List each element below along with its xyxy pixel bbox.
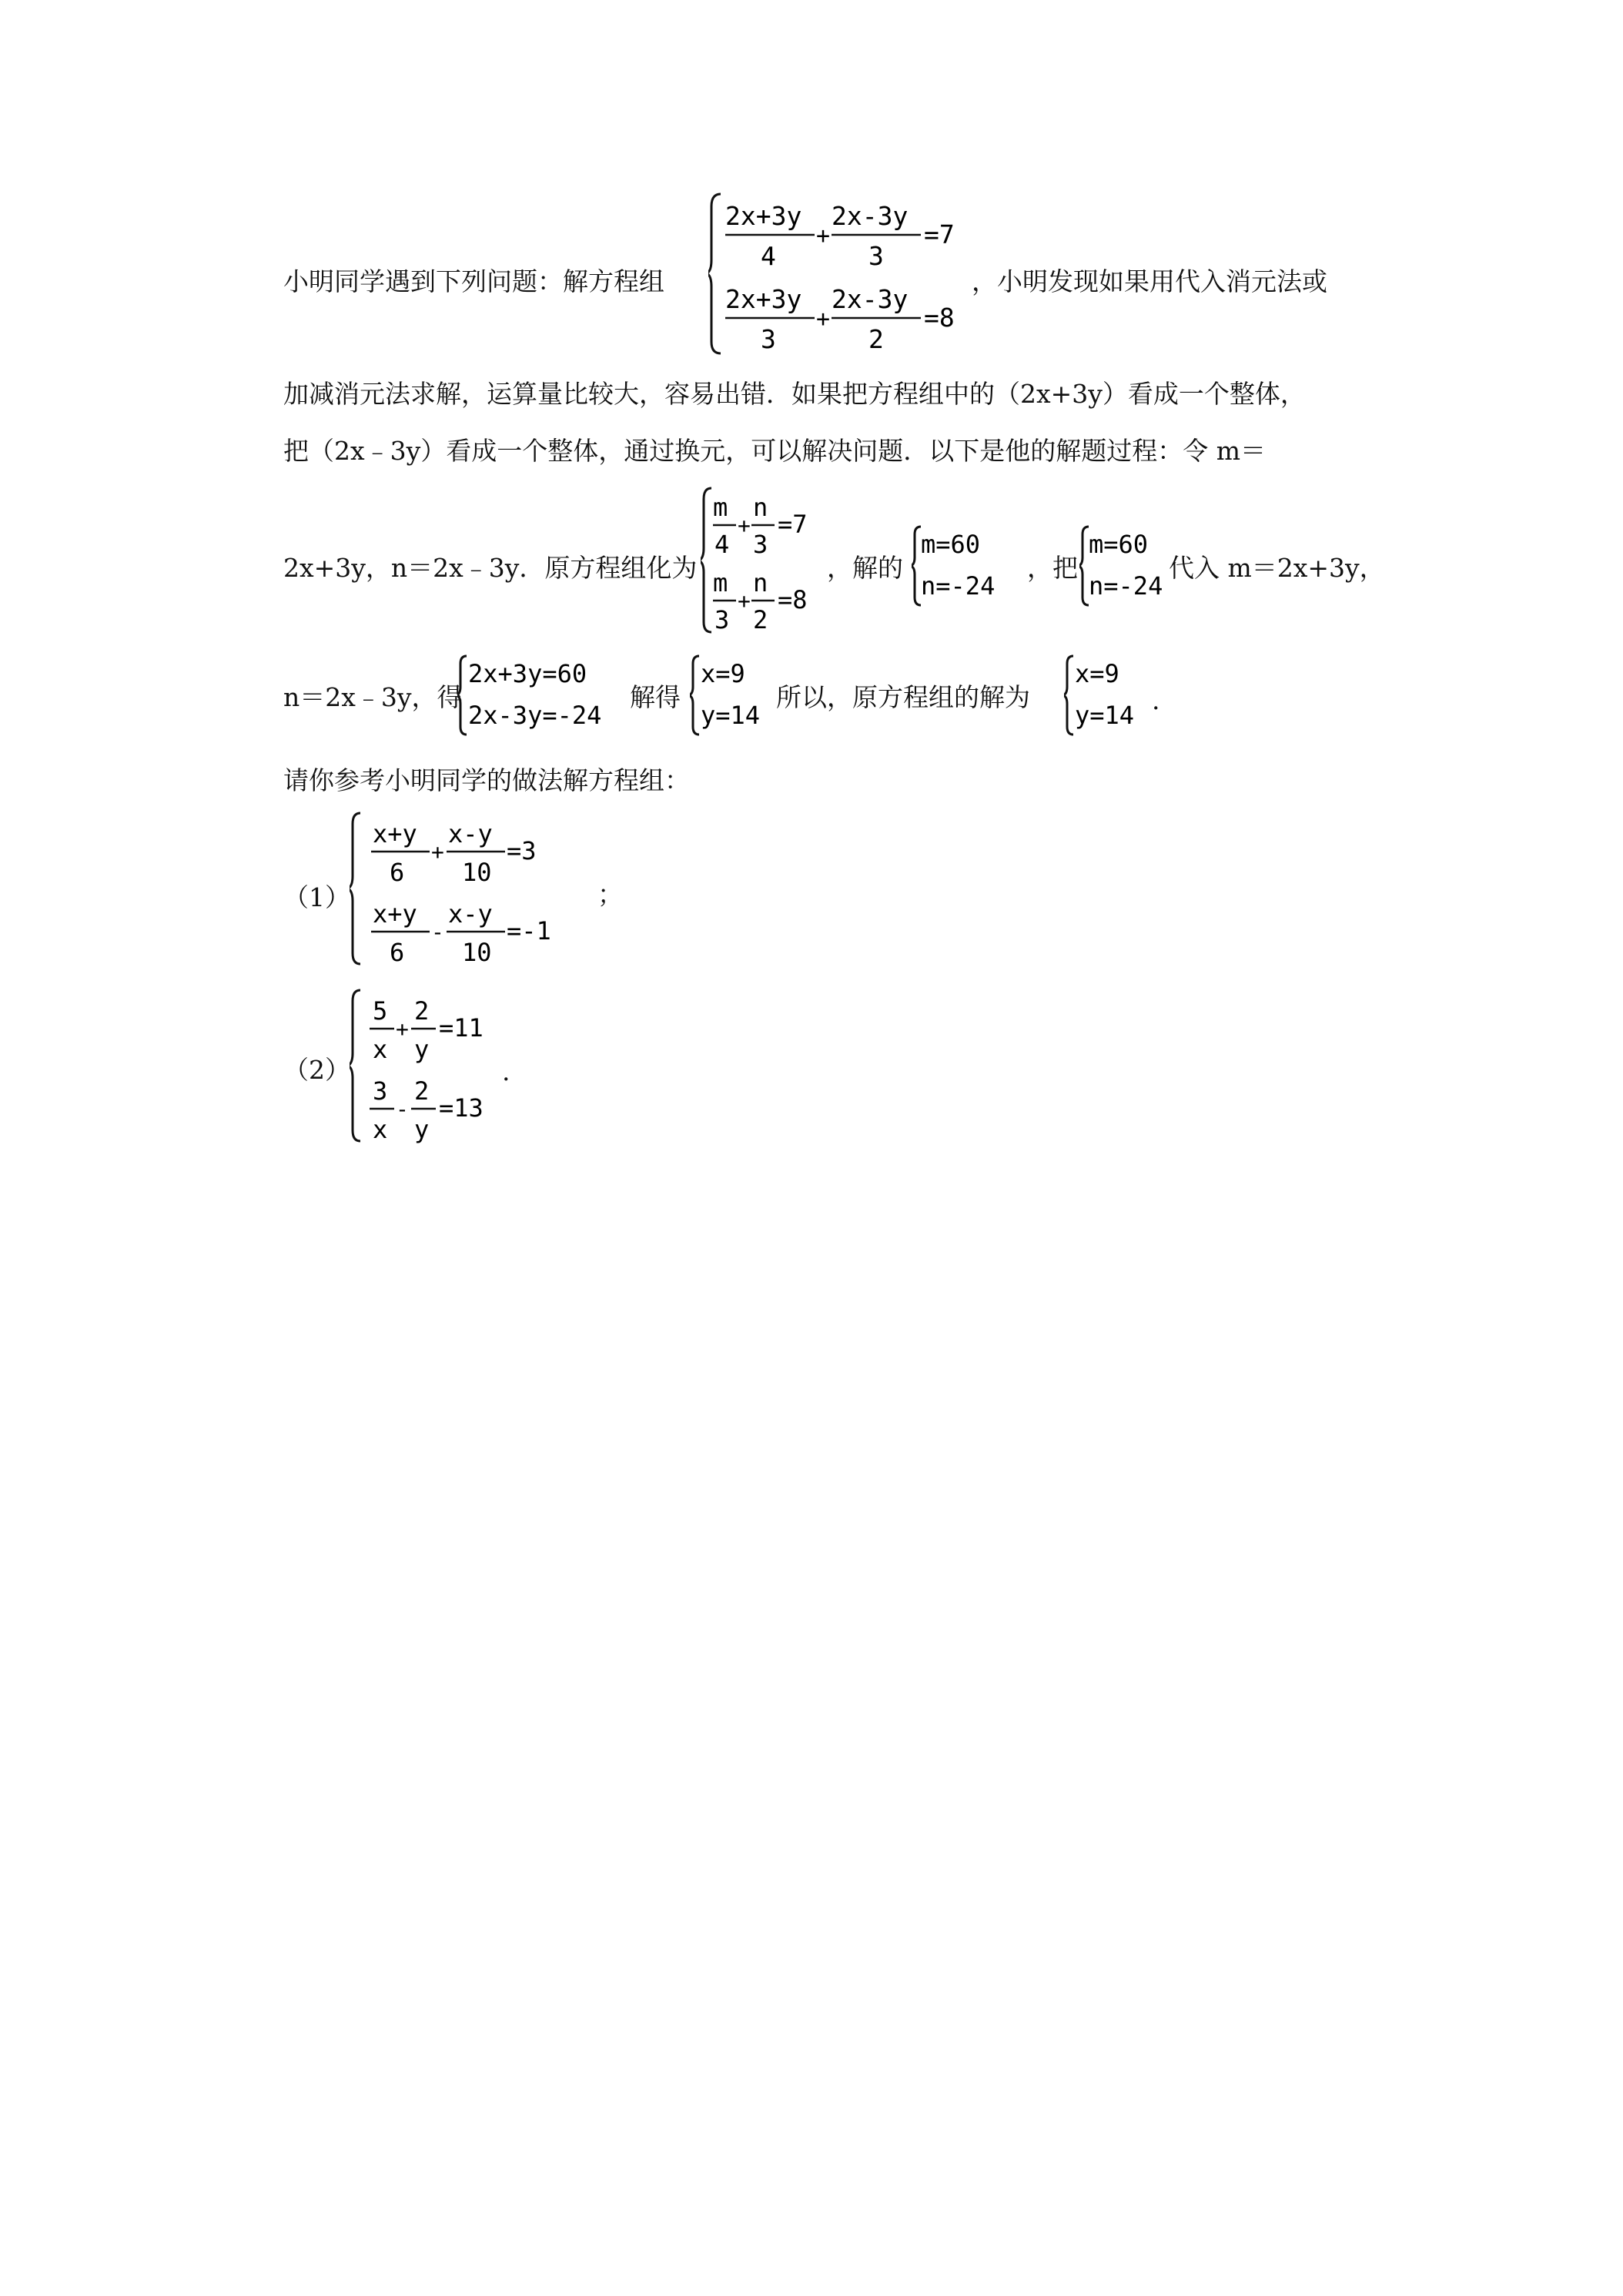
system-original: [708, 191, 986, 356]
svg-text:-: -: [431, 919, 444, 945]
system-mn: [701, 485, 832, 635]
svg-text:+: +: [816, 306, 831, 333]
svg-text:m: m: [713, 493, 728, 522]
eq1-rhs: =7: [924, 219, 955, 249]
line5-text-3: 所以，原方程组的解为: [776, 682, 1030, 712]
solution-xy-1: [690, 653, 782, 738]
svg-text:=13: =13: [439, 1093, 484, 1123]
line4-text-4: 代入 m＝2x+3y，: [1169, 553, 1385, 583]
svg-text:n=-24: n=-24: [921, 571, 996, 601]
svg-text:3: 3: [373, 1076, 388, 1106]
eq1-left-denominator: 4: [761, 241, 776, 271]
line4-text-3: ，把: [1027, 553, 1078, 583]
svg-text:+: +: [396, 1016, 409, 1042]
svg-text:2x+3y=60: 2x+3y=60: [468, 659, 587, 688]
intro-prefix: 小明同学遇到下列问题：解方程组: [283, 266, 664, 296]
svg-text:x-y: x-y: [448, 899, 493, 929]
svg-text:=7: =7: [778, 510, 808, 539]
line5-text-1: n＝2x﹣3y，得: [283, 682, 463, 712]
svg-text:y=14: y=14: [1075, 701, 1135, 730]
svg-text:x+y: x+y: [373, 899, 417, 929]
svg-text:10: 10: [462, 858, 492, 887]
svg-text:6: 6: [390, 858, 405, 887]
paragraph-line-2: 加减消元法求解，运算量比较大，容易出错．如果把方程组中的（2x+3y）看成一个整体，: [283, 379, 1306, 409]
svg-text:2: 2: [414, 1076, 430, 1106]
eq2-rhs: =8: [924, 303, 955, 333]
svg-text:n=-24: n=-24: [1089, 571, 1163, 601]
eq1-left-numerator: 2x+3y: [725, 201, 802, 231]
svg-text:5: 5: [373, 996, 388, 1026]
line5-text-4: .: [1152, 685, 1160, 715]
svg-text:4: 4: [714, 530, 730, 559]
svg-text:2: 2: [414, 996, 430, 1026]
svg-text:3: 3: [714, 605, 730, 634]
svg-text:n: n: [753, 493, 768, 522]
svg-text:+: +: [738, 513, 751, 538]
problem1-end: ；: [597, 879, 623, 909]
svg-text:=8: =8: [778, 585, 808, 614]
line4-text-1: 2x+3y，n＝2x﹣3y．原方程组化为: [283, 553, 698, 583]
svg-text:=-1: =-1: [507, 916, 551, 946]
eq2-right-denominator: 2: [868, 324, 884, 354]
svg-text:-: -: [396, 1096, 409, 1122]
svg-text:n: n: [753, 568, 768, 597]
svg-text:x=9: x=9: [1075, 659, 1119, 688]
svg-text:y: y: [414, 1115, 430, 1144]
svg-text:m: m: [713, 568, 728, 597]
eq2-left-numerator: 2x+3y: [725, 284, 802, 314]
svg-text:=3: =3: [507, 836, 537, 865]
svg-text:x: x: [373, 1115, 388, 1144]
svg-text:x: x: [373, 1035, 388, 1064]
solution-mn-1: [912, 524, 1027, 608]
svg-text:m=60: m=60: [1089, 530, 1149, 559]
svg-text:y: y: [414, 1035, 430, 1064]
svg-text:x=9: x=9: [701, 659, 745, 688]
svg-text:x+y: x+y: [373, 819, 417, 848]
system-xy-60: [457, 653, 634, 738]
solution-xy-2: [1064, 653, 1156, 738]
problem2-end: .: [502, 1056, 510, 1086]
svg-text:x-y: x-y: [448, 819, 493, 848]
svg-text:2: 2: [753, 605, 768, 634]
eq2-right-numerator: 2x-3y: [832, 284, 909, 314]
svg-text:6: 6: [390, 938, 405, 967]
paragraph-line-3: 把（2x﹣3y）看成一个整体，通过换元，可以解决问题．以下是他的解题过程：令 m＝: [283, 436, 1267, 466]
svg-text:y=14: y=14: [701, 701, 761, 730]
eq2-left-denominator: 3: [761, 324, 776, 354]
line4-text-2: ，解的: [827, 553, 903, 583]
eq1-right-numerator: 2x-3y: [832, 201, 909, 231]
svg-text:10: 10: [462, 938, 492, 967]
problem2-system: [350, 987, 527, 1145]
svg-text:+: +: [431, 839, 444, 865]
svg-text:+: +: [816, 223, 831, 249]
problem1-label: （1）: [283, 882, 350, 912]
paragraph-line-6: 请你参考小明同学的做法解方程组：: [283, 765, 690, 795]
svg-text:3: 3: [753, 530, 768, 559]
svg-text:=11: =11: [439, 1013, 484, 1043]
problem1-system: [350, 810, 596, 968]
eq1-right-denominator: 3: [868, 241, 884, 271]
line5-text-2: 解得: [630, 682, 681, 712]
intro-suffix: ，小明发现如果用代入消元法或: [972, 266, 1327, 296]
svg-text:2x-3y=-24: 2x-3y=-24: [468, 701, 602, 730]
problem2-label: （2）: [283, 1055, 350, 1085]
svg-text:m=60: m=60: [921, 530, 981, 559]
svg-text:+: +: [738, 588, 751, 614]
